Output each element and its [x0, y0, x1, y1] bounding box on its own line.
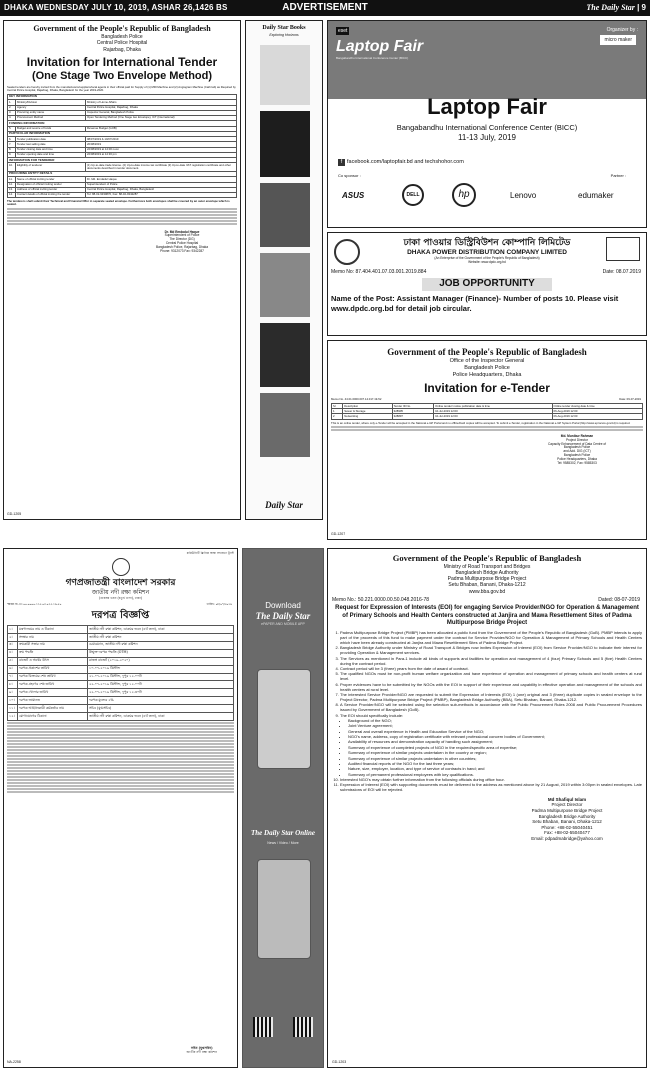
dpdc-job-heading: JOB OPPORTUNITY — [422, 278, 552, 291]
row-number: 9. — [8, 152, 16, 157]
row-number: 14. — [8, 192, 16, 197]
partner-label: Partner : — [610, 173, 626, 178]
phone-mockup-1 — [257, 669, 311, 769]
row-label: দরপত্র প্রকাশের তারিখ — [18, 665, 88, 673]
table-row — [8, 641, 234, 649]
row-value: 22/08/2019 at 12:00 noon — [86, 147, 237, 152]
row-number: 12. — [8, 182, 16, 187]
row-value: 20/08/2019 — [86, 142, 237, 147]
row-number: 11. — [8, 177, 16, 182]
column-header: Tender ID No. — [392, 404, 433, 409]
edumaker-logo: edumaker — [578, 191, 614, 200]
books-footer-logo: Daily Star — [265, 499, 303, 510]
table-row — [8, 665, 234, 673]
laptop-fair-title: Laptop Fair — [427, 94, 547, 119]
table-cell: 2 — [332, 414, 343, 419]
tender1-subtitle: (One Stage Two Envelope Method) — [31, 69, 213, 82]
book-cover-4 — [260, 253, 310, 317]
eoi-org3: Padma Multipurpose Bridge Project — [447, 576, 527, 583]
book-cover-6 — [260, 393, 310, 457]
row-number: 10. — [8, 163, 16, 171]
row-value: Superintendent of Police — [86, 182, 237, 187]
qr-code-android[interactable] — [253, 1017, 273, 1037]
table-row — [8, 681, 234, 689]
facebook-icon: f — [338, 159, 345, 166]
row-number: ২। — [8, 634, 18, 642]
tender1-org3: Rajarbag, Dhaka — [103, 46, 141, 53]
table-row — [8, 626, 234, 634]
list-item: • Summary of permanent professional employees with key qualifications. — [348, 772, 642, 777]
tender1-org2: Central Police Hospital — [96, 40, 148, 47]
list-item: • NGO's name, address, copy of registration certificate with relevant professional concern bodies of Government; — [348, 734, 642, 739]
row-number: 4. — [8, 115, 16, 120]
list-item: • Background of the NGO; — [348, 718, 642, 723]
row-number: 7. — [8, 142, 16, 147]
eoi-title: Request for Expression of Interests (EOI) for engaging Service Provider/NGO for Operation & Management of Primary Schools and Health Centers constructed at Janjira and Mawa Resettlement Sites of Padma Multipurpose Bridge Project — [335, 605, 639, 627]
dpdc-sub: (An Enterprise of the Government of the People's Republic of Bangladesh) — [434, 256, 540, 261]
table-row — [8, 657, 234, 665]
phone-mockup-2 — [257, 859, 311, 959]
row-label: দরপত্র বিক্রয়ের শেষ তারিখ — [18, 673, 88, 681]
column-header: Sl — [332, 404, 343, 409]
tender1-section-row: INFORMATION FOR TENDERER — [8, 158, 237, 163]
row-label: Tender publication date — [16, 137, 86, 142]
row-number: 3. — [8, 110, 16, 115]
bengali-tender-notice — [3, 548, 238, 1068]
row-value: সচিব (যুগ্মসচিব) — [88, 705, 234, 713]
table-cell: 1 — [332, 409, 343, 414]
bn-addr: (ডাকঘর ভবন (চতুর্থ তলা), ঢাকা) — [98, 595, 143, 600]
eoi-signature: Md Shafiqul Islam Project Director Padma Multipurpose Bridge Project Bangladesh Bridge Authority Setu Bhaban, Banani, Dhaka-1212 Phone: +88-02-55040451 Fax: +88-02-55040477 Email: pdpadmabridge@yahoo.com — [531, 796, 603, 842]
list-item: • General and overall experience in Health and Education Service of the NGO; — [348, 729, 642, 734]
row-number: 5. — [8, 126, 16, 131]
row-label: ক্রয় পদ্ধতি — [18, 649, 88, 657]
row-value: দরপত্র মূল্যের ২% — [88, 697, 234, 705]
dpdc-memo: Memo No: 87.404.401.07.03.001.2019.884 — [331, 269, 427, 276]
row-number: ৫। — [8, 657, 18, 665]
table-cell: 06-Aug-2019 12:00 — [552, 414, 642, 419]
row-value: Open Tendering Method (One Stage two Envelope), ICT (International) — [86, 115, 237, 120]
row-number: ৩। — [8, 641, 18, 649]
row-number: ১২। — [8, 713, 18, 721]
laptop-venue: Bangabandhu International Conference Center (BICC) — [396, 123, 578, 132]
row-number: ৬। — [8, 665, 18, 673]
masthead-brand: The Daily Star | 9 — [586, 3, 646, 12]
page-number: 9 — [641, 3, 646, 12]
row-label: যোগাযোগের ঠিকানা — [18, 713, 88, 721]
book-cover-1 — [260, 45, 310, 105]
row-value: Inspector General, Bangladesh Police — [86, 110, 237, 115]
row-value: চেয়ারম্যান, জাতীয় নদী রক্ষা কমিশন — [88, 641, 234, 649]
row-value: জাতীয় নদী রক্ষা কমিশন, ডাকঘর ভবন (৪র্থ তলা), ঢাকা — [88, 713, 234, 721]
eoi-closing — [332, 777, 642, 793]
tender1-title: Invitation for International Tender — [26, 54, 218, 69]
row-label: Procuring entity name — [16, 110, 86, 115]
table-row — [8, 713, 234, 721]
row-label: Address of official inviting tender — [16, 187, 86, 192]
table-row — [8, 673, 234, 681]
table-cell: 10-Jul-2019 12:00 — [434, 409, 552, 414]
column-header: Online tender/ notice publication date & time — [434, 404, 552, 409]
eset-logo: eset — [338, 28, 348, 34]
eoi-paragraph: 2. Bangladesh Bridge Authority under Ministry of Road Transport & Bridges now invites Expression of Interest (EOI) from Service Provider/NGO to indicate their interest for providing Operation & Management services. — [340, 645, 642, 655]
bn-date: তারিখ: ০৮/০৭/২০১৯ — [206, 602, 232, 607]
eoi-paragraph: 4. Contract period will be 3 (three) years from the date of award of contract. — [340, 666, 642, 671]
row-value: ২১-০৭-২০১৯ খ্রিস্টাব্দ, দুপুর ১২.০০টা — [88, 673, 234, 681]
dpdc-date: Date: 08.07.2019 — [602, 269, 641, 276]
eoi-paragraph: 5. The qualified NGOs must be non-profit human welfare organization and have experience of operation and management of primary schools and health centers at rural level. — [340, 671, 642, 681]
dpdc-post: Name of the Post: Assistant Manager (Finance)- Number of posts 10. Please visit www.dpdc.org.bd for detail job circular. — [331, 293, 619, 313]
masthead-section: ADVERTISEMENT — [282, 2, 368, 13]
row-label: সংস্থার নাম — [18, 634, 88, 642]
dpdc-web: Website: www.dpdc.org.bd — [468, 260, 506, 265]
masthead — [0, 0, 650, 16]
bn-org: জাতীয় নদী রক্ষা কমিশন — [91, 589, 150, 597]
gov-emblem-icon — [112, 558, 130, 576]
etender-table — [331, 403, 643, 420]
etender-date: Date: 09-07-2019 — [619, 396, 641, 401]
table-row — [332, 414, 643, 419]
eoi-para-10: 10. Interested NGO's may obtain further information from the following officials during office hour. — [340, 777, 642, 782]
bn-title: দরপত্র বিজ্ঞপ্তি — [91, 609, 150, 621]
column-header: Online tender closing date & time — [552, 404, 642, 409]
row-value: জাতীয় নদী রক্ষা কমিশন — [88, 634, 234, 642]
row-number: ৪। — [8, 649, 18, 657]
table-cell: 328897 — [392, 414, 433, 419]
row-value: ২২-০৭-২০১৯ খ্রিস্টাব্দ, দুপুর ১২.০০টা — [88, 681, 234, 689]
eoi-web[interactable]: www.bba.gov.bd — [468, 588, 506, 595]
eoi-memo: Memo No.: 50.221.0000.00.50.048.2016-78 — [332, 596, 430, 603]
tender1-section-row: FUNDING INFORMATION — [8, 121, 237, 126]
tender1-gd: GD-1205 — [7, 511, 22, 516]
download-online: The Daily Star Online — [251, 829, 315, 837]
eoi-paragraph: 1. Padma Multipurpose Bridge Project (PMBP) has been allocated a public fund from the Government of the People's Republic of Bangladesh (GoB). PMBP intends to apply part of the proceeds of this fund to make payment under the contract for Service Provider/NGO for Operation & Management of Primary Schools and Health Centers which have been already constructed at Janjira and Mawa Resettlement Sites of Padma Bridge Project. — [340, 630, 642, 646]
etender-title: Invitation for e-Tender — [424, 380, 550, 395]
bn-gov: গণপ্রজাতন্ত্রী বাংলাদেশ সরকার — [65, 577, 176, 588]
row-value: Central Police Hospital, Rajarbag, Dhaka — [86, 105, 237, 110]
table-row — [8, 634, 234, 642]
table-row — [8, 689, 234, 697]
bn-gd: NA-2258 — [7, 1059, 21, 1064]
etender-gd: GD-1207 — [331, 531, 346, 536]
download-online-sub: News / Video / More — [267, 841, 299, 845]
eoi-paragraph: 7. The interested Service Provider/NGO are requested to submit the Expression of Interests (EOI) 1 (one) original and 3 (three) duplicate copies in sealed envelope to the Project Director, Padma Multipurpose Bridge Project (PMBP), Bangladesh Bridge Authority (BBA), Setu Bhaban, Banani, Dhaka-1212. — [340, 692, 642, 702]
download-brand: The Daily Star — [255, 611, 311, 621]
row-label: দরপত্র জামানত — [18, 697, 88, 705]
download-label: Download — [265, 601, 301, 610]
row-value: Ministry of Home Affairs — [86, 100, 237, 105]
micromaker-logo: micro maker — [600, 35, 636, 45]
row-value: Central Police Hospital, Rajarbag, Dhaka, Bangladesh — [86, 187, 237, 192]
laptop-fair-ad — [327, 20, 647, 228]
tender1-section-row: PARTICULAR INFORMATION — [8, 131, 237, 136]
row-label: Procurement Method — [16, 115, 86, 120]
list-item: • Summary of experience of completed projects of NGO in the required/specific area of expertise; — [348, 745, 642, 750]
row-label: দরপত্র খোলার তারিখ — [18, 689, 88, 697]
eoi-org4: Setu Bhaban, Banani, Dhaka-1212 — [448, 582, 526, 589]
row-value: ১০-০৭-২০১৯ খ্রিস্টাব্দ — [88, 665, 234, 673]
row-value: জাতীয় নদী রক্ষা কমিশন, ডাকঘর ভবন (৪র্থ তলা), ঢাকা — [88, 626, 234, 634]
row-value: 08/07/2019 & 10/07/2019 — [86, 137, 237, 142]
row-value: (1) Up-to-date trade license. (2) Up-to-date income tax certificate (3) Up-to-date VAT registration certificate and other documents described in tender document. — [86, 163, 237, 171]
list-item: • Nature, size, employer, location, and type of service of contracts in hand; and — [348, 766, 642, 771]
dpdc-name-bn: ঢাকা পাওয়ার ডিস্ট্রিবিউশন কোম্পানি লিমিটেড — [403, 238, 571, 248]
row-label: Agency — [16, 105, 86, 110]
table-row — [8, 163, 237, 171]
list-item: • Summary of experience of similar projects undertaken in other countries; — [348, 756, 642, 761]
dpdc-logo — [334, 239, 360, 265]
list-item: • Availability of resources and demonstration capacity of handling such assignment; — [348, 739, 642, 744]
row-label: Name of official inviting tender — [16, 177, 86, 182]
book-cover-2 — [260, 111, 310, 177]
row-label: Tender closing date and time — [16, 147, 86, 152]
etender-body: This is an online tender, where only e-Tender will be accepted in the National e-GP Portal and no offline/hard copies will be accepted. To submit e-Tender, registration in the National e-GP System Portal (http://www.eprocure.gov.bd) is required. — [331, 420, 631, 425]
hp-logo: hp — [452, 183, 476, 207]
book-cover-3 — [260, 183, 310, 247]
table-cell: 06-Aug-2019 12:00 — [552, 409, 642, 414]
books-ad — [245, 20, 323, 520]
etender-org2: Bangladesh Police — [464, 365, 510, 372]
table-cell: 10-Jul-2019 12:00 — [434, 414, 552, 419]
eoi-para-11: 11. Expression of Interest (EOI) with supporting documents must be delivered to the address as mentioned above by 21 August, 2019 within 3:00pm in sealed envelopes. Late submissions of EOI will be rejected. — [340, 782, 642, 792]
row-value: উন্মুক্ত দরপত্র পদ্ধতি (OTM) — [88, 649, 234, 657]
qr-code-ios[interactable] — [293, 1017, 313, 1037]
row-label: Designation of official inviting tender — [16, 182, 86, 187]
eoi-gov: Government of the People's Republic of Bangladesh — [392, 553, 582, 563]
tender1-org1: Bangladesh Police — [101, 34, 143, 40]
row-label: Tender last selling date — [16, 142, 86, 147]
eoi-org1: Ministry of Road Transport and Bridges — [443, 563, 531, 570]
tender1-table — [7, 94, 237, 198]
row-number: ১১। — [8, 705, 18, 713]
etender-memo: Memo No. 44.01.0000.007.14.017.19-52 — [331, 396, 382, 401]
row-number: 8. — [8, 147, 16, 152]
row-label: Contact details of official inviting the tender — [16, 192, 86, 197]
tender1-section-row: KEY INFORMATION — [8, 94, 237, 99]
bn-signature: সচিব (যুগ্মসচিব) জাতীয় নদী রক্ষা কমিশন — [186, 1046, 217, 1055]
eoi-bullet-list — [332, 718, 642, 777]
eoi-ad — [327, 548, 647, 1068]
dpdc-name-en: DHAKA POWER DISTRIBUTION COMPANY LIMITED — [407, 249, 567, 257]
table-row — [8, 697, 234, 705]
table-cell: Networking — [343, 414, 392, 419]
dell-logo: DELL — [402, 184, 424, 206]
table-row — [8, 649, 234, 657]
row-label: দরপত্র গ্রহণের শেষ তারিখ — [18, 681, 88, 689]
row-value: Revenue Budget (GOB) — [86, 126, 237, 131]
books-tagline: Exploring Horizons — [269, 32, 299, 37]
list-item: • Summary of experience of similar projects undertaken in the country or region; — [348, 750, 642, 755]
row-value: Dr. Md. Emdadul Haque — [86, 177, 237, 182]
organizer-label: Organizer by : — [606, 27, 638, 33]
asus-logo: ASUS — [342, 191, 365, 200]
list-item: • Joint Venture agreement; — [348, 723, 642, 728]
laptop-banner-subtitle: Bangabandhu International Conference Center (BICC) — [336, 56, 409, 60]
row-number: ৯। — [8, 689, 18, 697]
masthead-date: DHAKA WEDNESDAY JULY 10, 2019, ASHAR 26,1426 BS — [4, 3, 228, 12]
row-label: বাজেট ও অর্থের উৎস — [18, 657, 88, 665]
mujib-logo — [606, 237, 640, 261]
row-number: ১০। — [8, 697, 18, 705]
tender1-signature: Dr. Md Emdadul Haque Superintendent of Police The Director (DG) Central Police Hospital Bangladesh Police, Rajarbag, Dhaka Phone: 9312073 Fax: 9342287 — [155, 229, 209, 253]
tender1-section-row: PROCURING ENTITY DETAILS — [8, 171, 237, 176]
bn-memo: স্মারক নং-১৮.০০.০০০০.১১৫.০৩.০১৫.১৯-৫০ — [7, 602, 62, 607]
row-number: ৭। — [8, 673, 18, 681]
row-value: রাজস্ব বাজেট (২০১৯-২০২০) — [88, 657, 234, 665]
tender1-intro: Sealed tenders are hereby invited from the manufacturers/suppliers/local agents in their official paid for Supply of (1) MRI Machine and (2) Angiogram Machine (Cath lab) as Required by Central Police Hospital, Rajarbag, Dhaka, Bangladesh for the year 2019-2020. — [7, 84, 236, 92]
row-number: 13. — [8, 187, 16, 192]
etender-org3: Police Headquarters, Dhaka — [452, 372, 522, 378]
bn-top: কমিউনিটি ক্লিনিক স্বাস্থ্য সহায়তা ট্রাস্ট — [186, 551, 234, 555]
row-label: মন্ত্রণালয়ের নাম ও ঠিকানা — [18, 626, 88, 634]
table-cell: Sewer & Storage — [343, 409, 392, 414]
column-header: Description — [343, 404, 392, 409]
eoi-paragraph: 8. A Service Provider/NGO will be selected using the selection sub-methods in accordance with the Public Procurement Rules 2008 and Public Procurement Procedures issued by Government of Bangladesh (GoB). — [340, 702, 642, 712]
table-row — [8, 705, 234, 713]
list-item: • Audited financial reports of the NGO for the last three years; — [348, 761, 642, 766]
download-sub: ePAPER AND MOBILE APP — [261, 622, 305, 627]
tender1-gov: Government of the People's Republic of Bangladesh — [33, 24, 211, 33]
row-label: Ministry/Division — [16, 100, 86, 105]
row-value: ২২-০৭-২০১৯ খ্রিস্টাব্দ, দুপুর ১২.৩০টা — [88, 689, 234, 697]
book-cover-5 — [260, 323, 310, 387]
row-number: 1. — [8, 100, 16, 105]
laptop-dates: 11-13 July, 2019 — [458, 133, 516, 142]
row-number: ৮। — [8, 681, 18, 689]
eoi-org2: Bangladesh Bridge Authority — [455, 569, 519, 576]
tender1-note: The tenderers shall submit their Technical and Financial Offer in separate sealed envelope. Furthermore both envelopes shall be covered by an outer envelope which is sealed. — [7, 199, 230, 207]
table-cell: 328905 — [392, 409, 433, 414]
etender-gov: Government of the People's Republic of Bangladesh — [387, 347, 587, 357]
lenovo-logo: Lenovo — [510, 191, 537, 200]
laptop-fair-logo: Laptop Fair — [336, 38, 424, 55]
dpdc-job-ad — [327, 232, 647, 336]
row-label: দরপত্র আহ্বানকারী কর্মকর্তার নাম — [18, 705, 88, 713]
row-label: Tender opening date and time — [16, 152, 86, 157]
row-number: 6. — [8, 137, 16, 142]
eoi-paragraph: 6. Proper evidences have to be submitted by the NGOs with the EOI in support of their experience and capability in effective operation and management of the schools and health centers at rural level. — [340, 682, 642, 692]
cosponsor-label: Co sponsor : — [338, 173, 361, 178]
books-brand: Daily Star Books — [262, 25, 306, 31]
facebook-link[interactable]: f facebook.com/laptopfair.bd and techshohor.com — [338, 159, 464, 166]
table-row — [8, 192, 237, 197]
eoi-paragraphs — [332, 630, 642, 718]
international-tender-ad — [3, 20, 241, 520]
bn-table — [7, 625, 234, 721]
eoi-date: Dated: 08-07-2019 — [598, 596, 640, 603]
download-app-ad — [242, 548, 324, 1068]
row-number: ১। — [8, 626, 18, 634]
eoi-paragraph: 3. The Services as mentioned in Para-1 include all kinds of supports and facilities for operation and management of 4 (four) Primary Schools and 5 (five) Health Centers during the contract period. — [340, 656, 642, 666]
row-label: ক্রয়কারী সত্তার নাম — [18, 641, 88, 649]
row-number: 2. — [8, 105, 16, 110]
row-value: Tel: 88-02-9330870, Fax: 88-02-9342287 — [86, 192, 237, 197]
eoi-paragraph: 9. The EOI should specifically include: — [340, 713, 642, 718]
row-label: Budget and source of funds — [16, 126, 86, 131]
etender-signature: Md. Munibur Rahman Project Director Capacity Enhancement of Data Centre of Bangladesh Police and Add. DIG (ICT) Bangladesh Police Police Headquarters, Dhaka Tel: 9585302, Fax: 9585303 — [547, 433, 607, 465]
row-value: 22/08/2019 at 12:30 pm — [86, 152, 237, 157]
row-label: Eligibility of tenderer — [16, 163, 86, 171]
eoi-gd: GD-1203 — [332, 1059, 347, 1064]
e-tender-ad — [327, 340, 647, 540]
etender-org1: Office of the Inspector General — [449, 358, 525, 365]
